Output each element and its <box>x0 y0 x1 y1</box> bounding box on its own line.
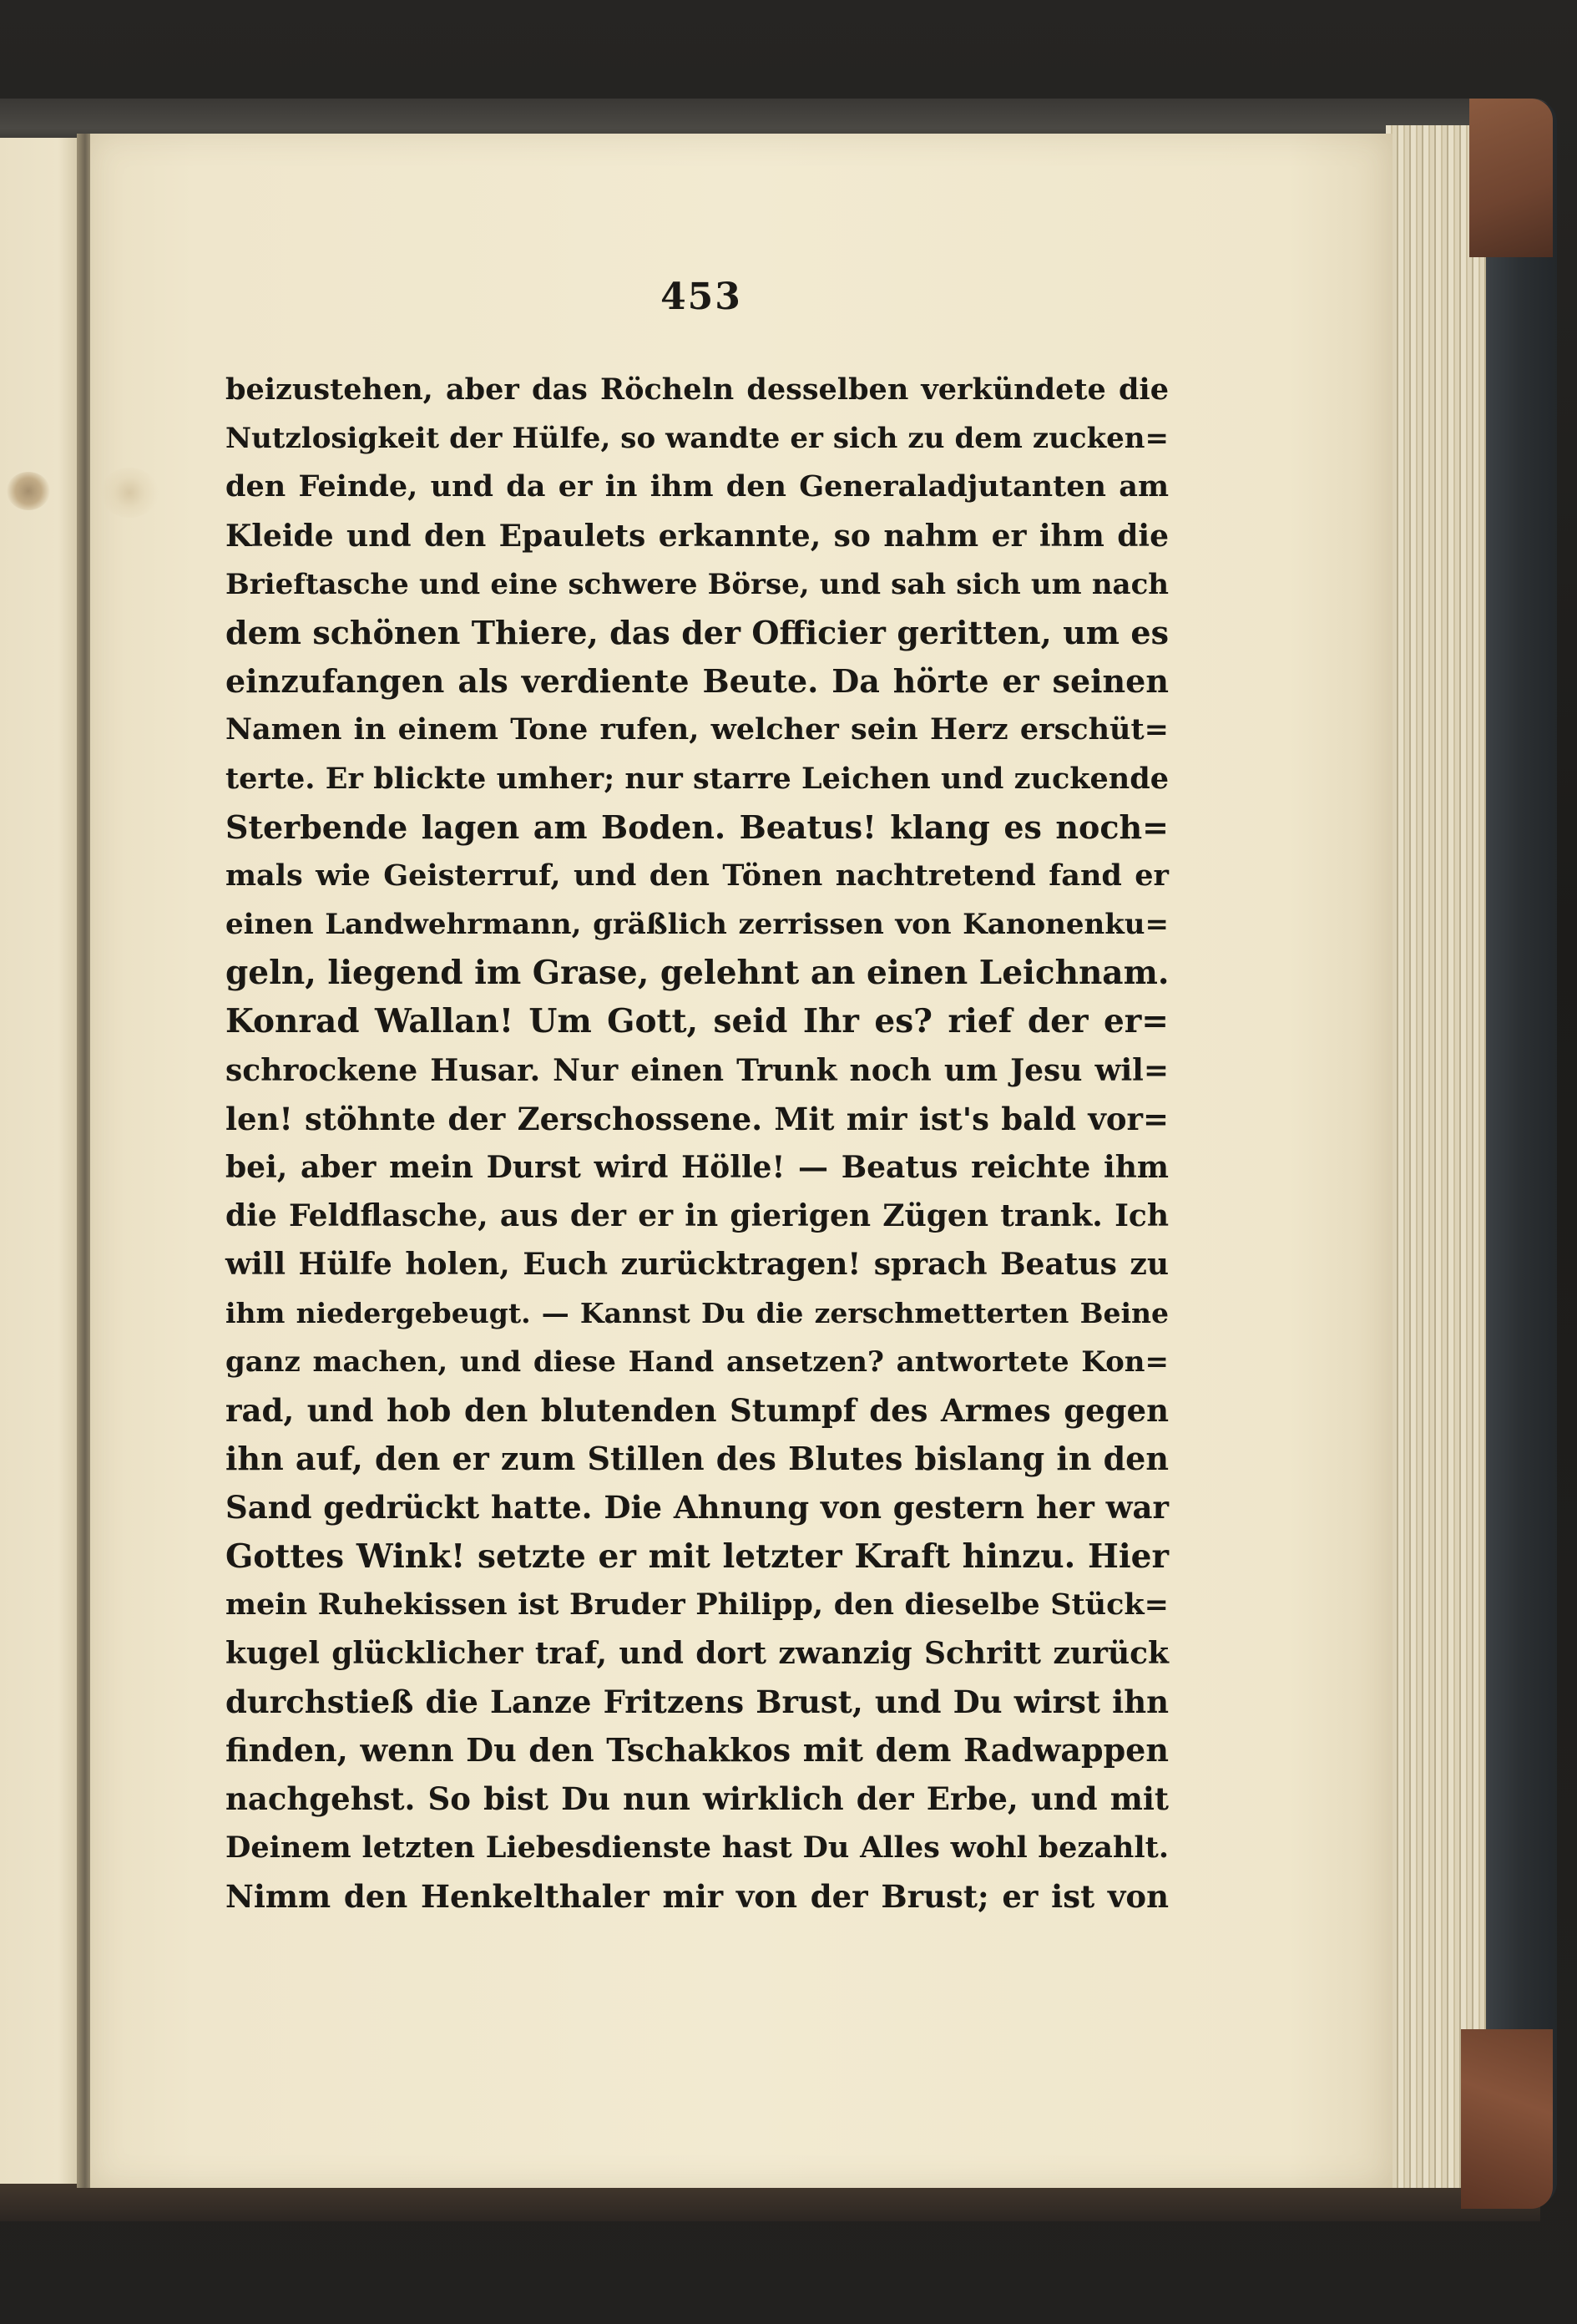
text-line: will Hülfe holen, Euch zurücktragen! sprach Beatus zu <box>225 1247 1169 1283</box>
text-line: ganz machen, und diese Hand ansetzen? antwortete Kon= <box>225 1344 1169 1379</box>
text-line: bei, aber mein Durst wird Hölle! — Beatus reichte ihm <box>225 1150 1169 1185</box>
text-line: len! stöhnte der Zerschossene. Mit mir ist's bald vor= <box>225 1100 1169 1137</box>
text-line: Brieftasche und eine schwere Börse, und sah sich um nach <box>225 567 1169 601</box>
text-line: schrockene Husar. Nur einen Trunk noch um Jesu wil= <box>225 1052 1169 1088</box>
text-line: terte. Er blickte umher; nur starre Leichen und zuckende <box>225 761 1169 796</box>
paper-stain <box>100 468 159 518</box>
text-line: Namen in einem Tone rufen, welcher sein Herz erschüt= <box>225 712 1169 747</box>
text-line: den Feinde, und da er in ihm den Generaladjutanten am <box>225 469 1169 504</box>
text-line: Deinem letzten Liebesdienste hast Du Alles wohl bezahlt. <box>225 1830 1169 1865</box>
text-line: ihm niedergebeugt. — Kannst Du die zerschmetterten Beine <box>225 1296 1169 1329</box>
text-line: Nutzlosigkeit der Hülfe, so wandte er sich zu dem zucken= <box>225 422 1169 456</box>
text-line: nachgehst. So bist Du nun wirklich der Erbe, und mit <box>225 1780 1169 1818</box>
text-line: einzufangen als verdiente Beute. Da hörte er seinen <box>225 662 1169 701</box>
page-block-edges <box>1386 125 1486 2188</box>
text-line: geln, liegend im Grase, gelehnt an einen Leichnam. <box>225 954 1170 993</box>
text-line: Konrad Wallan! Um Gott, seid Ihr es? rief der er= <box>225 1002 1169 1041</box>
text-line: ihn auf, den er zum Stillen des Blutes bislang in den <box>225 1440 1169 1478</box>
text-line: finden, wenn Du den Tschakkos mit dem Radwappen <box>225 1731 1169 1770</box>
text-line: kugel glücklicher traf, und dort zwanzig Schritt zurück <box>225 1635 1169 1671</box>
text-line: Nimm den Henkelthaler mir von der Brust; er ist von <box>225 1877 1169 1915</box>
text-line: mein Ruhekissen ist Bruder Philipp, den dieselbe Stück= <box>225 1587 1169 1622</box>
text-line: rad, und hob den blutenden Stumpf des Armes gegen <box>225 1391 1169 1429</box>
text-line: Sterbende lagen am Boden. Beatus! klang es noch= <box>225 808 1169 846</box>
text-line: Sand gedrückt hatte. Die Ahnung von gestern her war <box>225 1489 1169 1527</box>
paper-stain-left <box>7 472 50 510</box>
text-line: einen Landwehrmann, gräßlich zerrissen von Kanonenku= <box>225 908 1169 942</box>
body-text <box>225 366 1169 1921</box>
book-cover-right-edge <box>1482 100 1557 2205</box>
text-line: Kleide und den Epaulets erkannte, so nahm er ihm die <box>225 518 1169 554</box>
text-line: dem schönen Thiere, das der Officier geritten, um es <box>225 613 1169 651</box>
page-number: 453 <box>660 276 742 318</box>
leather-corner-top <box>1469 99 1553 257</box>
text-line: beizustehen, aber das Röcheln desselben verkündete die <box>225 372 1169 407</box>
text-line: Gottes Wink! setzte er mit letzter Kraft hinzu. Hier <box>225 1537 1169 1576</box>
text-line: durchstieß die Lanze Fritzens Brust, und Du wirst ihn <box>225 1684 1169 1721</box>
left-page-sliver <box>0 138 83 2184</box>
leather-corner-bottom <box>1461 2029 1553 2209</box>
text-line: mals wie Geisterruf, und den Tönen nachtretend fand er <box>225 858 1169 893</box>
text-line: die Feldflasche, aus der er in gierigen Zügen trank. Ich <box>225 1198 1169 1234</box>
